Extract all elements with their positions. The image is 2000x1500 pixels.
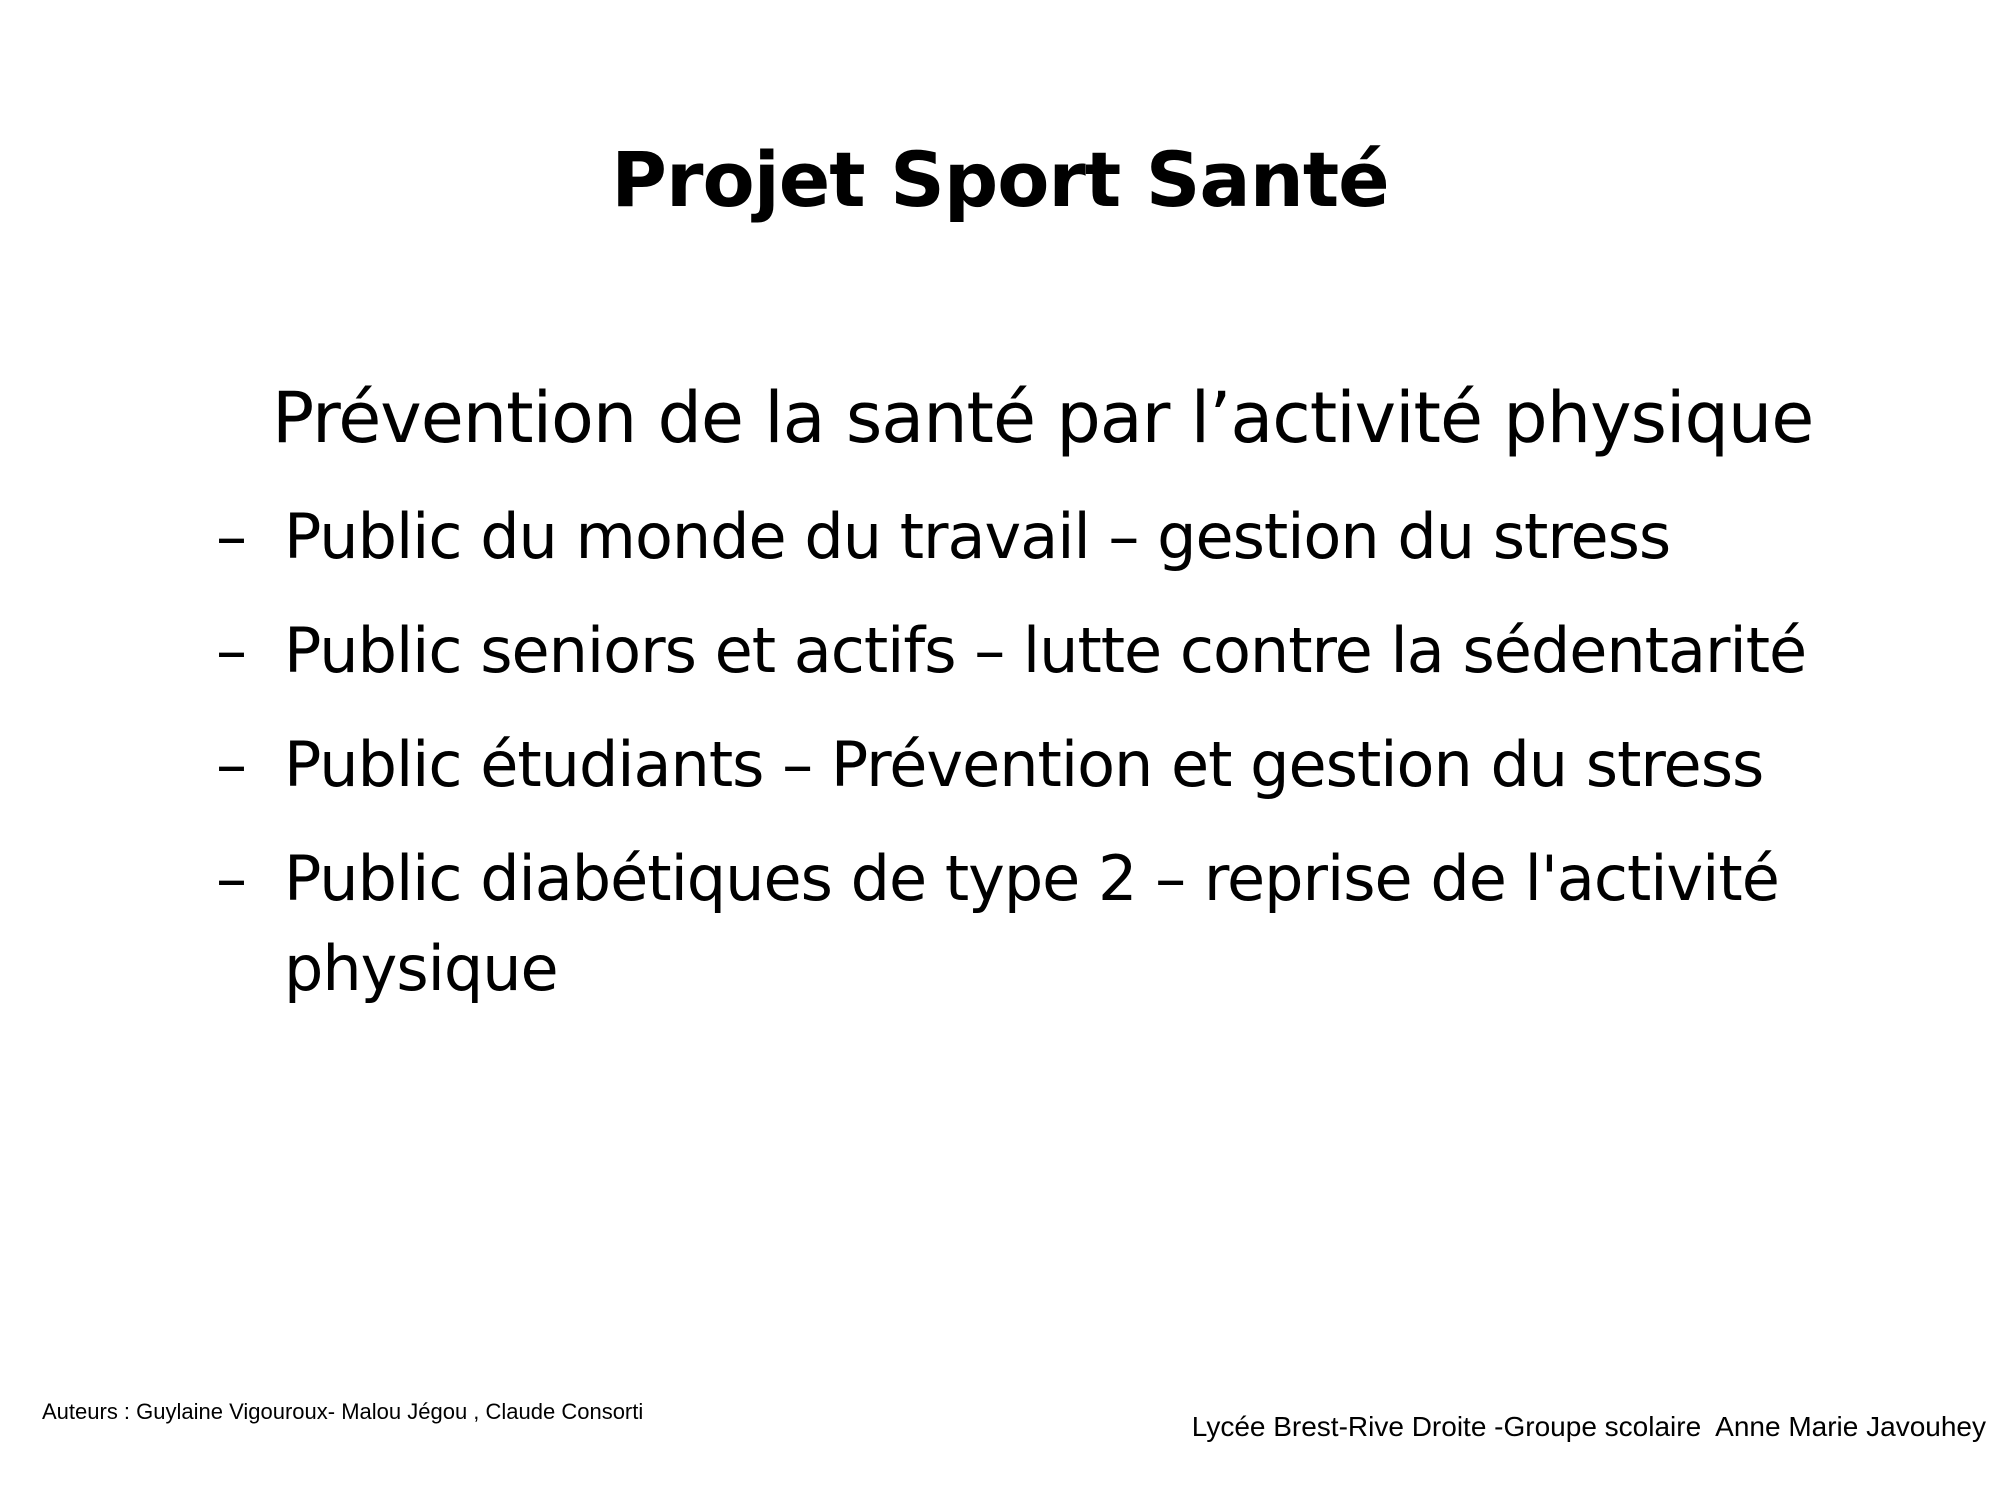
- footer-authors: Auteurs : Guylaine Vigouroux- Malou Jégou , Claude Consorti: [42, 1399, 644, 1424]
- bullet-text: Public étudiants – Prévention et gestion du stress: [284, 728, 1764, 801]
- bullet-item: [216, 720, 1976, 810]
- dash-marker: –: [216, 614, 246, 687]
- slide-title: Projet Sport Santé: [611, 135, 1389, 224]
- dash-marker: –: [216, 842, 246, 915]
- bullet-item: [216, 606, 1976, 696]
- bullet-list: [216, 492, 1976, 1038]
- slide-subtitle: Prévention de la santé par l’activité physique: [272, 377, 1814, 459]
- dash-marker: –: [216, 728, 246, 801]
- bullet-item: [216, 834, 1976, 1014]
- bullet-text: Public seniors et actifs – lutte contre la sédentarité: [284, 614, 1807, 687]
- bullet-text: Public du monde du travail – gestion du stress: [284, 500, 1671, 573]
- footer-school: Lycée Brest-Rive Droite -Groupe scolaire Anne Marie Javouhey: [1191, 1411, 1986, 1442]
- bullet-text: Public diabétiques de type 2 – reprise de l'activité physique: [284, 842, 1779, 1005]
- bullet-item: [216, 492, 1976, 582]
- dash-marker: –: [216, 500, 246, 573]
